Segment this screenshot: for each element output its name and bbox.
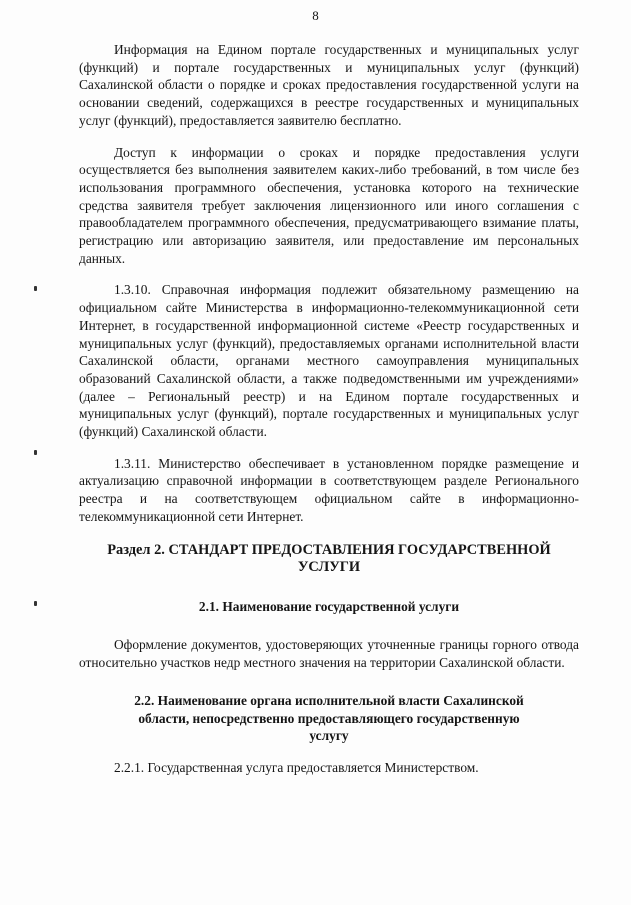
- paragraph-2-2-1: 2.2.1. Государственная услуга предоставляется Министерством.: [114, 759, 479, 775]
- scan-mark: [34, 286, 37, 291]
- scan-mark: [34, 450, 37, 455]
- document-body: [79, 41, 579, 777]
- scan-mark: [34, 601, 37, 606]
- section-2-heading: Раздел 2. СТАНДАРТ ПРЕДОСТАВЛЕНИЯ ГОСУДАРСТВЕННОЙ УСЛУГИ: [107, 541, 551, 575]
- paragraph-portal-info: Информация на Едином портале государственных и муниципальных услуг (функций) и портале государственных и муниципальных услуг (функций) Сахалинской области о порядке и сроках предоставления государственной услуги на основании сведений, содержащихся в реестре государственных и муниципальных услуг (функций), предоставляется заявителю бесплатно.: [79, 42, 579, 128]
- subsection-2-2-heading: 2.2. Наименование органа исполнительной власти Сахалинской области, непосредственно предоставляющего государственную услугу: [134, 693, 524, 744]
- paragraph-1-3-10: 1.3.10. Справочная информация подлежит обязательному размещению на официальном сайте Министерства в информационно-телекоммуникационной сети Интернет, в государственной информационной системе «Реестр государственных и муниципальных услуг (функций), предоставляемых органами исполнительной власти Сахалинской области, органами местного самоуправления муниципальных образований Сахалинской области, а также подведомственными им учреждениями» (далее – Региональный реестр) и на Едином портале государственных и муниципальных услуг (функций), портале государственных и муниципальных услуг (функций) Сахалинской области.: [79, 282, 579, 440]
- paragraph-1-3-11: 1.3.11. Министерство обеспечивает в установленном порядке размещение и актуализацию справочной информации в соответствующем разделе Регионального реестра и на соответствующем официальном сайте в информационно-телекоммуникационной сети Интернет.: [79, 455, 579, 524]
- subsection-2-1-heading: 2.1. Наименование государственной услуги: [198, 598, 460, 614]
- paragraph-service-name: Оформление документов, удостоверяющих уточненные границы горного отвода относительно участков недр местного значения на территории Сахалинской области.: [79, 637, 579, 670]
- paragraph-access-info: Доступ к информации о сроках и порядке предоставления услуги осуществляется без выполнения заявителем каких-либо требований, в том числе без использования программного обеспечения, установка которого на технические средства заявителя требует заключения лицензионного или иного соглашения с правообладателем программного обеспечения, предусматривающего взимание платы, регистрацию или авторизацию заявителя, или предоставление им персональных данных.: [79, 144, 579, 266]
- page-number: 8: [312, 8, 319, 23]
